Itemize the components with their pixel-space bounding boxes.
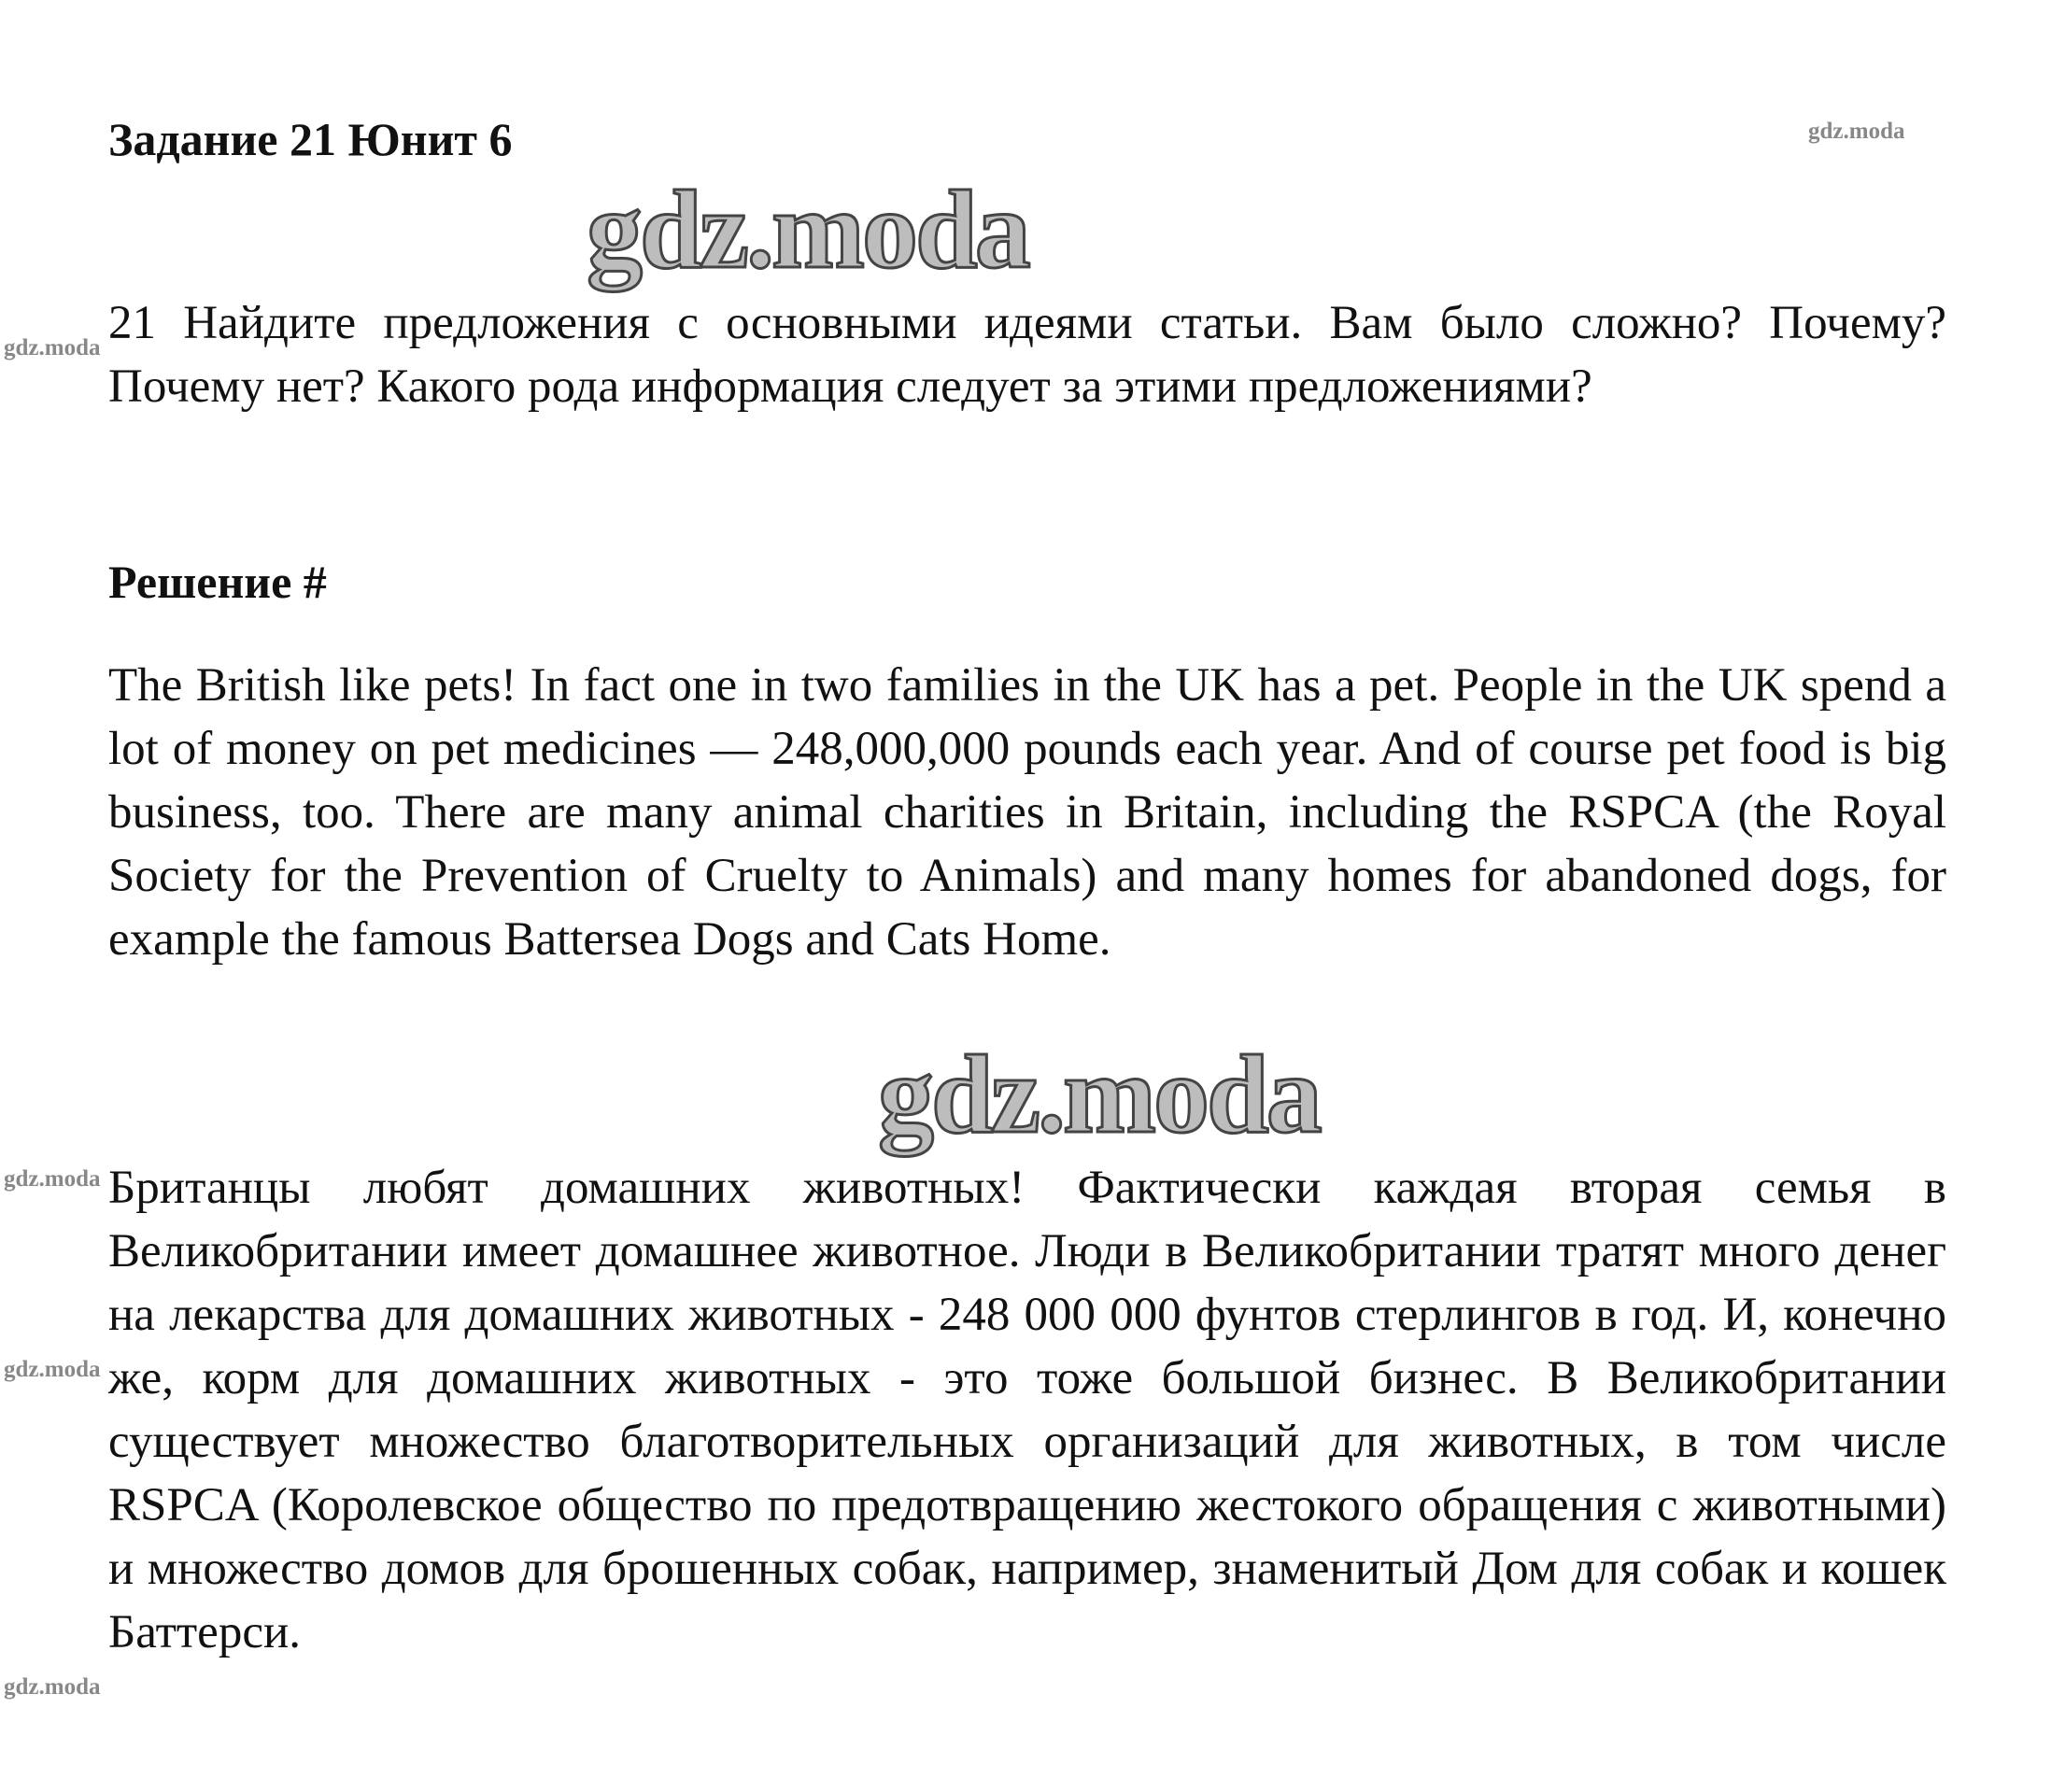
watermark-small: gdz.moda (4, 1674, 101, 1700)
task-text: 21 Найдите предложения с основными идеями статьи. Вам было сложно? Почему? Почему нет? Какого рода информация следует за этими предложениями? (108, 297, 1946, 413)
watermark-small: gdz.moda (4, 335, 101, 360)
solution-russian-text: Британцы любят домашних животных! Фактически каждая вторая семья в Великобритании имеет домашнее животное. Люди в Великобритании тратят много денег на лекарства для домашних животных - 248 000 000 фунтов стерлингов в год. И, конечно же, корм для домашних животных - это тоже большой бизнес. В Великобритании существует множество благотворительных организаций для животных, в том числе RSPCA (Королевское общество по предотвращению жестокого обращения с животными) и множество домов для брошенных собак, например, знаменитый Дом для собак и кошек Баттерси. (108, 1162, 1946, 1658)
solution-heading: Решение # (108, 556, 327, 608)
watermark-small: gdz.moda (1808, 119, 1905, 144)
solution-english-text: The British like pets! In fact one in two families in the UK has a pet. People in the UK spend a lot of money on pet medicines — 248,000,000 pounds each year. And of course pet food is big business, too. There are many animal charities in Britain, including the RSPCA (the Royal Society for the Prevention of Cruelty to Animals) and many homes for abandoned dogs, for example the famous Battersea Dogs and Cats Home. (108, 659, 1946, 966)
watermark-small: gdz.moda (4, 1357, 101, 1382)
watermark-logo: gdz.moda (878, 1032, 1320, 1156)
watermark-logo: gdz.moda (587, 167, 1028, 291)
page-title: Задание 21 Юнит 6 (108, 113, 513, 165)
watermark-small: gdz.moda (4, 1166, 101, 1192)
